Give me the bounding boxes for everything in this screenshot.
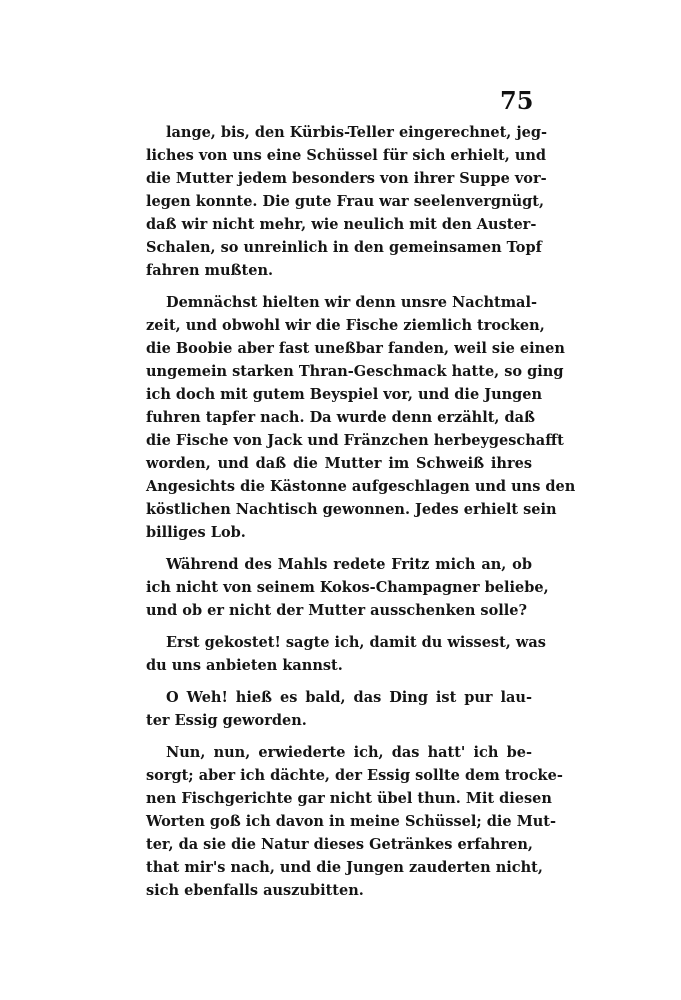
- text-line: fahren mußten.: [146, 262, 274, 279]
- text-line: sich ebenfalls auszubitten.: [146, 882, 364, 899]
- text-line: Worten goß ich davon in meine Schüssel; die Mut-: [146, 813, 557, 830]
- text-line: köstlichen Nachtisch gewonnen. Jedes erhielt sein: [146, 501, 557, 518]
- text-line: billiges Lob.: [146, 524, 246, 541]
- text-line: that mir's nach, und die Jungen zauderten nicht,: [146, 859, 543, 876]
- paragraph: [146, 741, 563, 902]
- text-line: die Mutter jedem besonders von ihrer Suppe vor-: [146, 170, 547, 187]
- text-line: ter Essig geworden.: [146, 712, 307, 729]
- text-line: zeit, und obwohl wir die Fische ziemlich trocken,: [146, 317, 545, 334]
- text-line: Demnächst hielten wir denn unsre Nachtmal-: [166, 294, 537, 311]
- text-line: Angesichts die Kästonne aufgeschlagen und uns den: [146, 478, 576, 495]
- text-line: fuhren tapfer nach. Da wurde denn erzählt, daß: [146, 409, 536, 426]
- text-line: die Fische von Jack und Fränzchen herbeygeschafft: [146, 432, 564, 449]
- text-line: sorgt; aber ich dächte, der Essig sollte dem trocke-: [146, 767, 563, 784]
- paragraph: [146, 553, 549, 622]
- text-line: liches von uns eine Schüssel für sich erhielt, und: [146, 147, 547, 164]
- text-line: und ob er nicht der Mutter ausschenken solle?: [146, 602, 528, 619]
- text-line: worden, und daß die Mutter im Schweiß ihres: [146, 455, 532, 472]
- paragraph: [146, 291, 576, 544]
- text-line: ich doch mit gutem Beyspiel vor, und die Jungen: [146, 386, 543, 403]
- text-line: du uns anbieten kannst.: [146, 657, 343, 674]
- text-line: lange, bis, den Kürbis-Teller eingerechnet, jeg-: [166, 124, 548, 141]
- page-number: 75: [500, 86, 534, 115]
- text-line: Erst gekostet! sagte ich, damit du wissest, was: [166, 634, 546, 651]
- text-line: ungemein starken Thran-Geschmack hatte, so ging: [146, 363, 564, 380]
- text-line: daß wir nicht mehr, wie neulich mit den Auster-: [146, 216, 537, 233]
- text-line: Schalen, so unreinlich in den gemeinsamen Topf: [146, 239, 542, 256]
- text-line: ter, da sie die Natur dieses Getränkes erfahren,: [146, 836, 533, 853]
- text-line: O Weh! hieß es bald, das Ding ist pur lau-: [166, 689, 532, 706]
- paragraph: [146, 121, 548, 282]
- text-line: ich nicht von seinem Kokos-Champagner beliebe,: [146, 579, 549, 596]
- text-line: die Boobie aber fast uneßbar fanden, weil sie einen: [146, 340, 565, 357]
- body-text: [146, 121, 576, 911]
- text-line: legen konnte. Die gute Frau war seelenvergnügt,: [146, 193, 545, 210]
- text-line: Während des Mahls redete Fritz mich an, ob: [166, 556, 532, 573]
- paragraph: [146, 686, 532, 732]
- paragraph: [146, 631, 546, 677]
- text-line: nen Fischgerichte gar nicht übel thun. Mit diesen: [146, 790, 552, 807]
- text-line: Nun, nun, erwiederte ich, das hatt' ich be-: [166, 744, 532, 761]
